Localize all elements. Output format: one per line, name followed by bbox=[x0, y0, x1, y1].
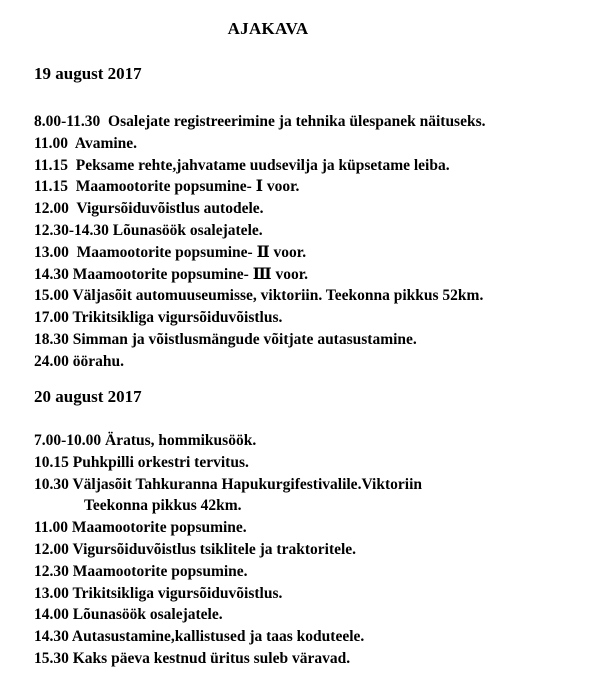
schedule-item: 12.30-14.30 Lõunasöök osalejatele. bbox=[34, 221, 263, 239]
schedule-item: 7.00-10.00 Äratus, hommikusöök. bbox=[34, 432, 257, 449]
schedule-item: 8.00-11.30 Osalejate registreerimine ja tehnika ülespanek näituseks. bbox=[34, 113, 486, 130]
schedule-item: 24.00 öörahu. bbox=[34, 352, 124, 370]
schedule-item: 15.00 Väljasõit automuuseumisse, viktoriin. Teekonna pikkus 52km. bbox=[34, 287, 484, 305]
day2-schedule-list bbox=[34, 430, 422, 670]
schedule-item: 13.00 Trikitsikliga vigursõiduvõistlus. bbox=[34, 584, 283, 602]
schedule-item: 10.15 Puhkpilli orkestri tervitus. bbox=[34, 453, 249, 471]
schedule-item: 17.00 Trikitsikliga vigursõiduvõistlus. bbox=[34, 309, 283, 327]
schedule-item: 10.30 Väljasõit Tahkuranna Hapukurgifestivalile.Viktoriin bbox=[34, 475, 423, 493]
schedule-title: AJAKAVA bbox=[227, 19, 309, 38]
schedule-item: 12.00 Vigursõiduvõistlus autodele. bbox=[34, 200, 264, 218]
schedule-item: 11.15 Peksame rehte,jahvatame uudsevilja ja küpsetame leiba. bbox=[34, 156, 450, 174]
day1-schedule-list bbox=[34, 111, 486, 373]
schedule-item: 18.30 Simman ja võistlusmängude võitjate autasustamine. bbox=[34, 330, 417, 348]
schedule-item: 13.00 Maamootorite popsumine- Ⅱ voor. bbox=[34, 243, 307, 261]
schedule-item: 12.00 Vigursõiduvõistlus tsiklitele ja traktoritele. bbox=[34, 540, 357, 558]
day1-date: 19 august 2017 bbox=[34, 64, 142, 83]
schedule-item: 11.00 Maamootorite popsumine. bbox=[34, 519, 247, 537]
schedule-item: 15.30 Kaks päeva kestnud üritus suleb väravad. bbox=[34, 649, 351, 667]
schedule-item: 14.30 Maamootorite popsumine- Ⅲ voor. bbox=[34, 265, 309, 283]
schedule-item: 14.30 Autasustamine,kallistused ja taas koduteele. bbox=[34, 628, 365, 646]
day2-date: 20 august 2017 bbox=[34, 387, 142, 406]
schedule-item: 12.30 Maamootorite popsumine. bbox=[34, 562, 248, 580]
schedule-item: 14.00 Lõunasöök osalejatele. bbox=[34, 606, 223, 624]
schedule-item: 11.15 Maamootorite popsumine- Ⅰ voor. bbox=[34, 178, 300, 196]
schedule-item: 11.00 Avamine. bbox=[34, 134, 138, 152]
schedule-item-continuation: Teekonna pikkus 42km. bbox=[84, 497, 242, 515]
